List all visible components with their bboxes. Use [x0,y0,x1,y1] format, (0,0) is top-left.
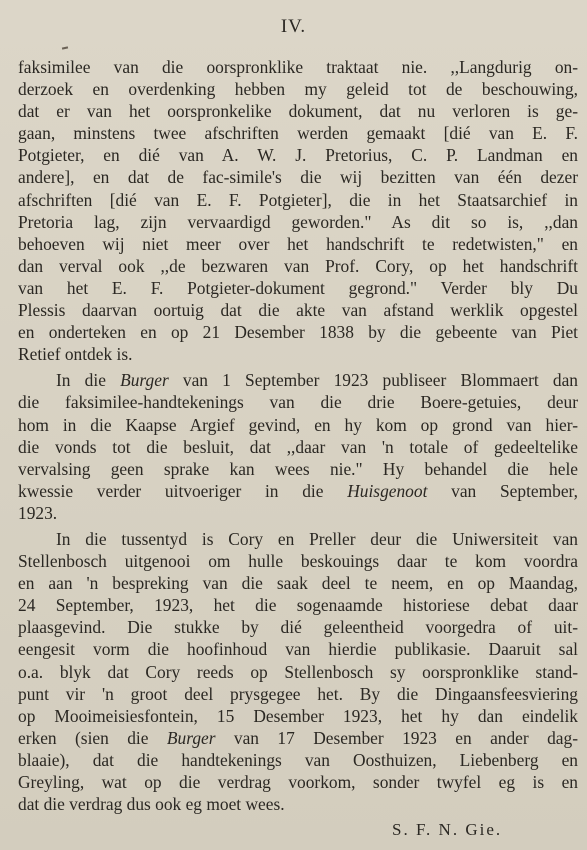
text-line: faksimilee van die oorspronklike traktaat nie. ,,Langdurig on- [18,57,578,77]
text-line: 1923. [18,502,58,523]
text-line: gaan, minstens twee afschriften werden gemaakt [dié van E. F. [18,123,578,144]
text-line: 24 September, 1923, het die sogenaamde historiese debat daar [18,595,578,616]
text-line: eengesit vorm die hoofinhoud van hierdie publikasie. Daaruit sal [18,639,578,660]
text-line: behoeven wij niet meer over het handschrift te redetwisten," en [18,233,578,254]
text-line: Retief ontdek is. [18,344,133,365]
text-line: hom in die Kaapse Argief gevind, en hy kom op grond van hier- [18,414,578,435]
text-line: In die tussentyd is Cory en Preller deur die Uniwersiteit van [56,528,578,549]
page-number: IV. [280,16,307,37]
text-line: o.a. blyk dat Cory reeds op Stellenbosch sy oorspronklike stand- [18,661,578,682]
text-line: afschriften [dié van E. F. Potgieter], die in het Staatsarchief in [18,189,578,210]
text-line: erken (sien die Burger van 17 Desember 1923 en ander dag- [18,727,578,748]
text-line: vervalsing geen sprake kan wees nie." Hy behandel die hele [18,458,578,479]
text-line: derzoek en overdenking hebben my geleid tot de beschouwing, [18,79,578,100]
ink-mark [62,46,68,49]
author-signature: S. F. N. Gie. [392,820,503,839]
text-line: en onderteken en op 21 Desember 1838 by die gebeente van Piet [18,322,578,343]
text-line: punt vir 'n groot deel prysgegee het. By die Dingaansfeesviering [18,683,578,704]
body-text [18,56,578,815]
text-line: kwessie verder uitvoeriger in die Huisgenoot van September, [18,480,579,501]
text-line: dat die verdrag dus ook eg moet wees. [18,794,285,815]
text-line: die faksimilee-handtekenings van die drie Boere-getuies, deur [18,392,578,413]
text-line: die vonds tot die besluit, dat ,,daar van 'n totale of gedeeltelike [18,436,578,457]
text-line: Pretoria lag, zijn vervaardigd geworden." As dit so is, ,,dan [18,211,578,232]
text-line: Stellenbosch uitgenooi om hulle beskouings daar te kom voordra [18,551,578,572]
text-line: andere], en dat de fac-simile's die wij bezitten van één dezer [18,167,578,188]
text-line: en aan 'n bespreking van die saak deel te neem, en op Maandag, [18,573,578,594]
text-line: van het E. F. Potgieter-dokument gegrond." Verder bly Du [18,277,578,298]
text-line: Potgieter, en dié van A. W. J. Pretorius, C. P. Landman en [18,145,578,166]
text-line: Greyling, wat op die verdrag voorkom, sonder twyfel eg is en [18,772,578,792]
text-line: In die Burger van 1 September 1923 publiseer Blommaert dan [56,370,578,391]
text-line: dan verval ook ,,de bezwaren van Prof. Cory, op het handschrift [18,255,578,276]
text-line: blaaie), dat die handtekenings van Oosthuizen, Liebenberg en [18,749,578,770]
text-line: plaasgevind. Die stukke by dié geleentheid voorgedra of uit- [18,617,578,638]
text-line: op Mooimeisiesfontein, 15 Desember 1923, het hy dan eindelik [18,705,578,726]
text-line: Plessis daarvan oortuig dat die akte van afstand werklik opgestel [18,300,578,321]
text-line: dat er van het oorspronkelike dokument, dat nu verloren is ge- [18,101,578,122]
